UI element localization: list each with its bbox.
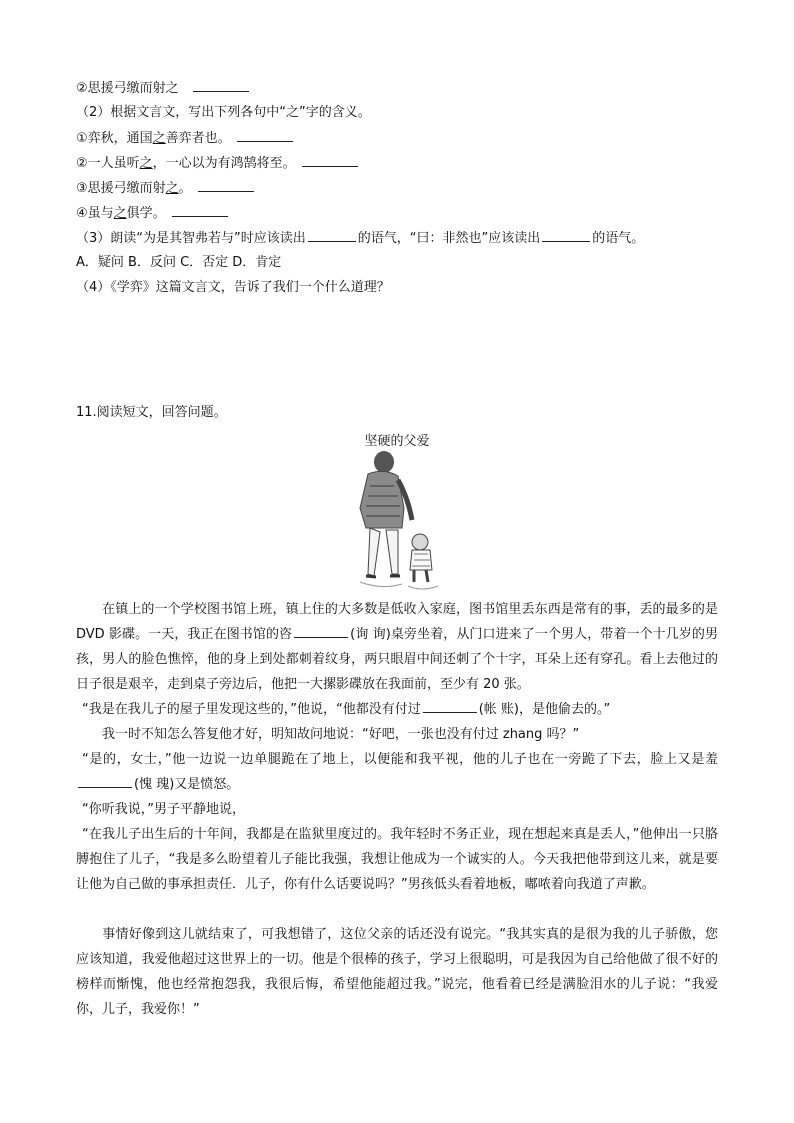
paragraph-6 bbox=[76, 822, 718, 897]
sentence-text: ②一人虽听 bbox=[76, 156, 140, 171]
paragraph-text: “你听我说，”男子平静地说， bbox=[82, 802, 245, 817]
underlined-zhi: 之 bbox=[165, 181, 179, 196]
father-son-illustration bbox=[342, 446, 450, 594]
underlined-zhi: 之 bbox=[139, 156, 153, 171]
q10-sentence-4 bbox=[76, 205, 230, 222]
passage-title: 坚硬的父爱 bbox=[364, 434, 430, 449]
sentence-text: 善弈者也。 bbox=[165, 131, 231, 146]
answer-blank[interactable] bbox=[423, 701, 477, 713]
paragraph-5 bbox=[76, 797, 718, 822]
paragraph-text: 事情好像到这儿就结束了，可我想错了，这位父亲的话还没有说完。“我其实真的是很为我的儿子骄傲，您应该知道，我爱他超过这世界上的一切。他是个很棒的孩子，学习上很聪明，可是我因为自己给他做了很不好的榜样而惭愧，他也经常抱怨我，我很后悔，希望他能超过我。”说完，他看着已经是满脸泪水的儿子说：“我爱你，儿子，我爱你！” bbox=[76, 927, 718, 1017]
q10-sentence-1 bbox=[76, 130, 295, 147]
paragraph-text: “是的，女士，”他一边说一边单腿跪在了地上，以便能和我平视，他的儿子也在一旁跪了下去，脸上又是羞 bbox=[82, 752, 718, 767]
q10-options bbox=[76, 255, 281, 271]
paragraph-3 bbox=[76, 722, 718, 747]
sentence-text: ④虽与 bbox=[76, 206, 114, 221]
paragraph-text: (询 询)桌旁坐着，从门口进来了一个男人，带着一个十几岁的男孩，男人的脸色憔悴，他的身上到处都刺着纹身，两只眼眉中间还刺了个十字，耳朵上还有穿孔。看上去他过的日子很是艰辛，走到桌子旁边后，他把一大摞影碟放在我面前，至少有 20 张。 bbox=[76, 627, 718, 692]
q11-heading bbox=[76, 405, 227, 421]
q10-sub2-prompt bbox=[76, 105, 371, 121]
underlined-zhi: 之 bbox=[152, 131, 166, 146]
heading-text: 11.阅读短文，回答问题。 bbox=[76, 405, 227, 420]
paragraph-text: 我一时不知怎么答复他才好，明知故问地说：“好吧，一张也没有付过 zhang 吗？” bbox=[102, 727, 580, 742]
sub3-text: 的语气，“曰：非然也”应该读出 bbox=[357, 231, 541, 246]
item-text: ②思援弓缴而射之 bbox=[76, 81, 179, 96]
answer-blank[interactable] bbox=[237, 130, 293, 142]
paragraph-4 bbox=[76, 747, 718, 797]
answer-blank[interactable] bbox=[193, 80, 249, 92]
q10-sentence-3 bbox=[76, 180, 256, 197]
sentence-text: 俱学。 bbox=[126, 206, 166, 221]
q10-sentence-2 bbox=[76, 155, 360, 172]
answer-blank[interactable] bbox=[198, 180, 254, 192]
answer-blank[interactable] bbox=[294, 626, 348, 638]
sentence-text: ，一心以为有鸿鹄将至。 bbox=[152, 156, 296, 171]
sentence-text: ①弈秋，通国 bbox=[76, 131, 153, 146]
answer-blank[interactable] bbox=[78, 776, 132, 788]
options-text: A．疑问 B．反问 C．否定 D．肯定 bbox=[76, 255, 282, 270]
answer-blank[interactable] bbox=[172, 205, 228, 217]
sub4-text: （4）《学弈》这篇文言文，告诉了我们一个什么道理？ bbox=[76, 280, 390, 295]
paragraph-text: “我是在我儿子的屋子里发现这些的，”他说，“他都没有付过 bbox=[82, 702, 421, 717]
sentence-text: ③思援弓缴而射 bbox=[76, 181, 166, 196]
q10-sub4-prompt bbox=[76, 280, 390, 296]
paragraph-text: (愧 瑰)又是愤怒。 bbox=[134, 777, 240, 792]
sub3-text: （3）朗读“为是其智弗若与”时应该读出 bbox=[76, 231, 306, 246]
paragraph-1 bbox=[76, 597, 718, 697]
sentence-text: 。 bbox=[178, 181, 192, 196]
underlined-zhi: 之 bbox=[113, 206, 127, 221]
paragraph-text: “在我儿子出生后的十年间，我都是在监狱里度过的。我年轻时不务正业，现在想起来真是丢人，”他伸出一只胳膊抱住了儿子，“我是多么盼望着儿子能比我强，我想让他成为一个诚实的人。今天我把他带到这儿来，就是要让他为自己做的事承担责任．儿子，你有什么话要说吗？”男孩低头看着地板，嘟哝着向我道了声歉。 bbox=[76, 827, 718, 892]
paragraph-2 bbox=[76, 697, 718, 722]
q10-sub3-prompt bbox=[76, 230, 644, 247]
paragraph-text: 在镇上的一个学校图书馆上班，镇上住的大多数是低收入家庭，图书馆里丢东西是常有的事，丢的最多的是 DVD 影碟。一天，我正在图书馆的咨 bbox=[76, 602, 718, 642]
answer-blank[interactable] bbox=[302, 155, 358, 167]
paragraph-7 bbox=[76, 922, 718, 1022]
q10-item-2a bbox=[76, 80, 251, 97]
answer-blank[interactable] bbox=[308, 230, 356, 242]
sub3-text: 的语气。 bbox=[592, 231, 645, 246]
answer-blank[interactable] bbox=[542, 230, 590, 242]
sub2-text: （2）根据文言文，写出下列各句中“之”字的含义。 bbox=[76, 105, 371, 120]
paragraph-text: (帐 账)，是他偷去的。” bbox=[478, 702, 611, 717]
